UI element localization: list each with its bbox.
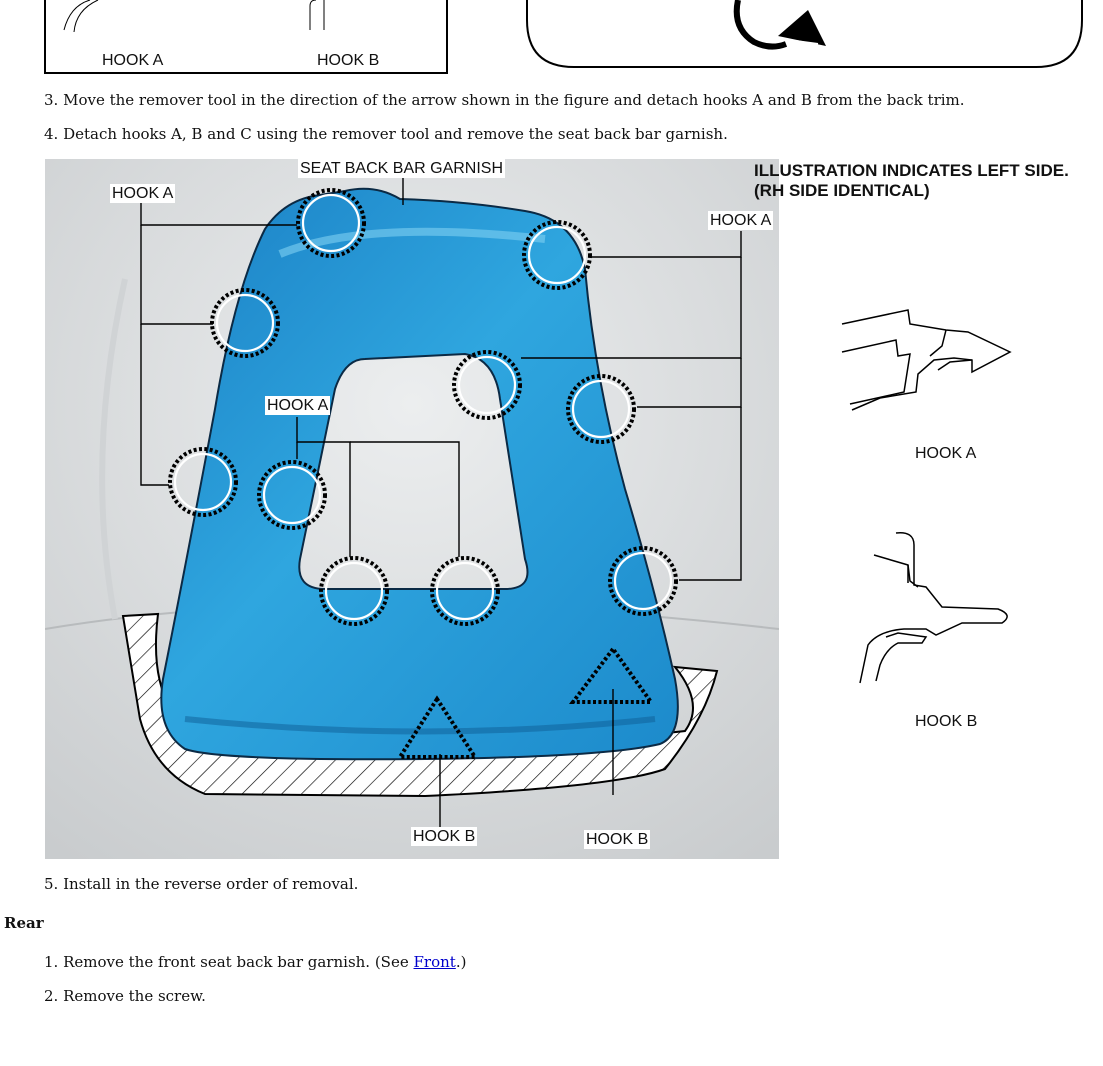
hook-b-label-right: HOOK B xyxy=(586,831,649,848)
top-hook-a-label: HOOK A xyxy=(102,52,164,69)
step-3: 3. Move the remover tool in the direction of the arrow shown in the figure and detach hooks A and B from the back trim. xyxy=(44,91,965,109)
rear-step-2: 2. Remove the screw. xyxy=(44,987,206,1005)
hook-a-label-left: HOOK A xyxy=(112,185,174,202)
garnish-label: SEAT BACK BAR GARNISH xyxy=(300,160,504,177)
detail-hook-a-label: HOOK A xyxy=(915,445,977,462)
seat-back-bar-garnish-figure xyxy=(45,159,779,859)
rear-step-1 xyxy=(44,953,466,971)
top-left-figure xyxy=(44,0,448,75)
note-line-1: ILLUSTRATION INDICATES LEFT SIDE. xyxy=(754,161,1069,180)
rear-step-1-text: 1. Remove the front seat back bar garnish. (See xyxy=(44,953,414,971)
top-right-figure xyxy=(526,0,1086,70)
hook-b-detail-icon xyxy=(838,525,1018,690)
step-5: 5. Install in the reverse order of removal. xyxy=(44,875,359,893)
hook-b-label-center: HOOK B xyxy=(413,828,476,845)
illustration-note xyxy=(754,161,1069,201)
hook-a-detail-icon xyxy=(838,300,1018,420)
rear-step-1-suffix: .) xyxy=(455,953,467,971)
front-link[interactable]: Front xyxy=(413,953,456,971)
remover-tool-arrow-icon xyxy=(526,0,1086,70)
step-4: 4. Detach hooks A, B and C using the remover tool and remove the seat back bar garnish. xyxy=(44,125,728,143)
hook-a-label-center: HOOK A xyxy=(267,397,329,414)
rear-heading: Rear xyxy=(4,914,44,932)
hook-a-label-right: HOOK A xyxy=(710,212,772,229)
note-line-2: (RH SIDE IDENTICAL) xyxy=(754,181,930,200)
hook-b-detail xyxy=(838,525,1018,735)
top-hook-b-label: HOOK B xyxy=(317,52,380,69)
hook-a-detail xyxy=(838,300,1018,470)
detail-hook-b-label: HOOK B xyxy=(915,713,978,730)
garnish-illustration xyxy=(45,159,779,859)
